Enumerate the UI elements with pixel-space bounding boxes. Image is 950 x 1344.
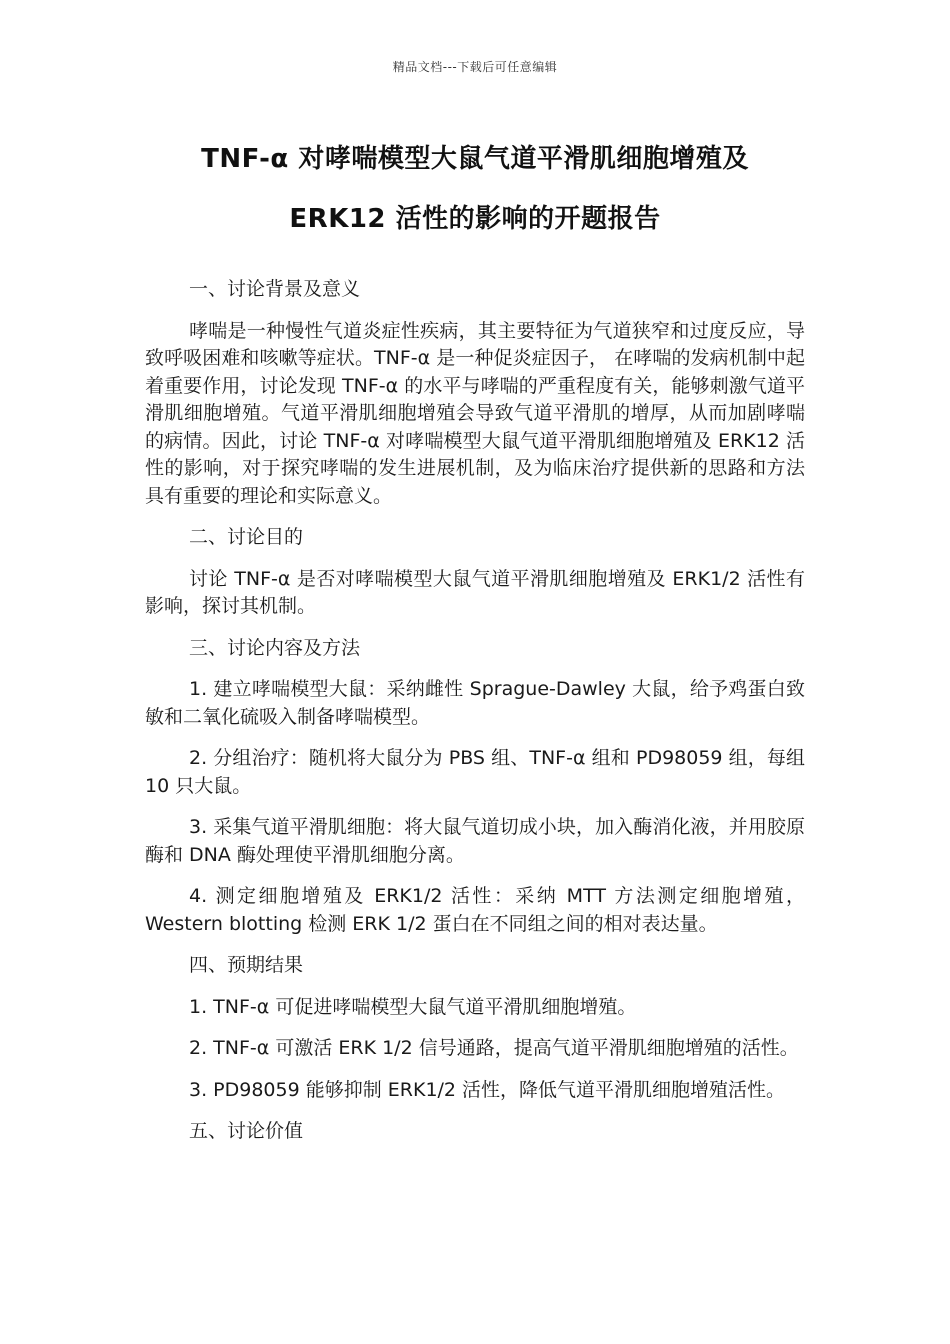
- header-note: 精品文档---下载后可任意编辑: [392, 60, 558, 74]
- list-item: 2. 分组治疗：随机将大鼠分为 PBS 组、TNF-α 组和 PD98059 组，每组 10 只大鼠。: [145, 747, 805, 797]
- section-heading: 三、讨论内容及方法: [189, 636, 361, 659]
- document-body: [145, 276, 805, 1160]
- section-heading: 五、讨论价值: [189, 1120, 304, 1142]
- section-heading: 二、讨论目的: [189, 526, 304, 548]
- list-item: 1. 建立哮喘模型大鼠：采纳雌性 Sprague-Dawley 大鼠，给予鸡蛋白致敏和二氧化硫吸入制备哮喘模型。: [145, 678, 805, 728]
- list-item: 3. 采集气道平滑肌细胞：将大鼠气道切成小块，加入酶消化液，并用胶原酶和 DNA 酶处理使平滑肌细胞分离。: [145, 816, 805, 866]
- section-heading: 一、讨论背景及意义: [189, 278, 361, 300]
- section-heading: 四、预期结果: [189, 954, 304, 976]
- list-item: 2. TNF-α 可激活 ERK 1/2 信号通路，提高气道平滑肌细胞增殖的活性。: [189, 1037, 799, 1059]
- paragraph: 讨论 TNF-α 是否对哮喘模型大鼠气道平滑肌细胞增殖及 ERK1/2 活性有影响，探讨其机制。: [145, 567, 805, 617]
- document-title-line-1: TNF-α 对哮喘模型大鼠气道平滑肌细胞增殖及: [201, 144, 749, 174]
- list-item: 3. PD98059 能够抑制 ERK1/2 活性，降低气道平滑肌细胞增殖活性。: [189, 1078, 786, 1101]
- list-item: 1. TNF-α 可促进哮喘模型大鼠气道平滑肌细胞增殖。: [189, 995, 637, 1018]
- paragraph: 哮喘是一种慢性气道炎症性疾病，其主要特征为气道狭窄和过度反应，导致呼吸困难和咳嗽等症状。TNF-α 是一种促炎症因子， 在哮喘的发病机制中起着重要作用，讨论发现 TNF-α 的水平与哮喘的严重程度有关，能够刺激气道平滑肌细胞增殖。气道平滑肌细胞增殖会导致气道平滑肌的增厚，从而加剧哮喘的病情。因此，讨论 TNF-α 对哮喘模型大鼠气道平滑肌细胞增殖及 ERK12 活性的影响，对于探究哮喘的发生进展机制，及为临床治疗提供新的思路和方法具有重要的理论和实际意义。: [145, 319, 805, 507]
- list-item: 4. 测定细胞增殖及 ERK1/2 活性：采纳 MTT 方法测定细胞增殖，Western blotting 检测 ERK 1/2 蛋白在不同组之间的相对表达量。: [145, 885, 805, 935]
- document-title-line-2: ERK12 活性的影响的开题报告: [289, 204, 661, 234]
